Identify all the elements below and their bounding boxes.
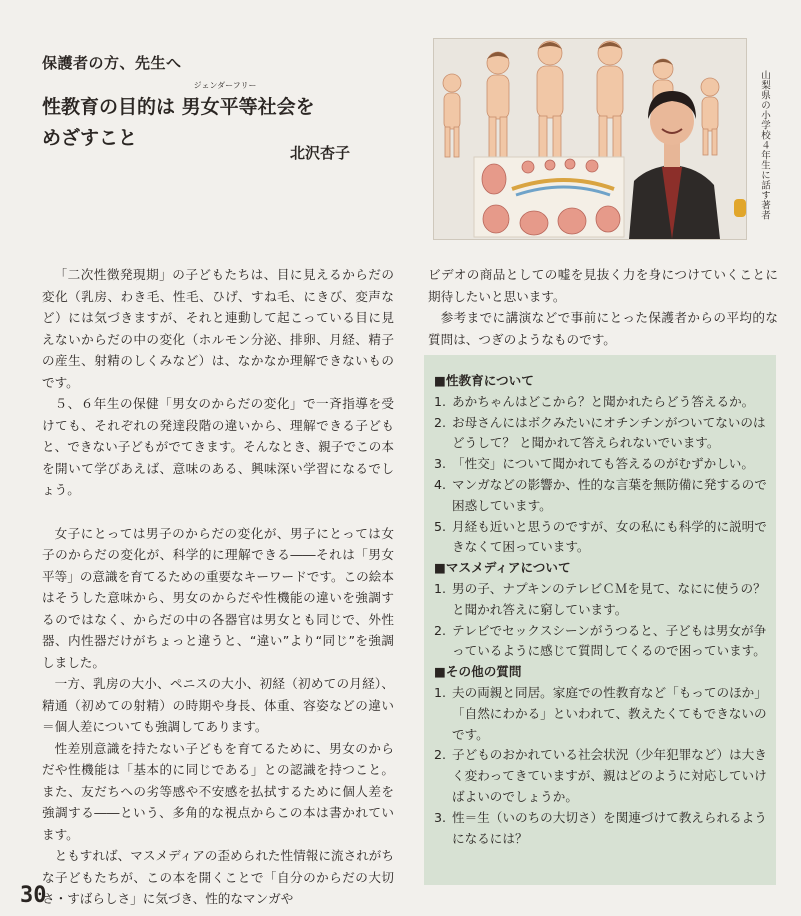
question-item bbox=[434, 475, 772, 517]
title-part-1: 性教育の目的は bbox=[42, 96, 176, 118]
page-number: 30 bbox=[20, 883, 47, 908]
question-section-heading: ■ その他の質問 bbox=[434, 662, 772, 683]
question-number: 2. bbox=[434, 414, 447, 430]
question-text: 月経も近いと思うのですが、女の私にも科学的に説明できなくて困っています。 bbox=[452, 518, 767, 555]
title-part-2-text: 男女平等社会を bbox=[181, 96, 315, 118]
question-item bbox=[434, 808, 772, 850]
question-text: 性＝生（いのちの大切さ）を関連づけて教えられるようになるには？ bbox=[452, 809, 767, 846]
question-text: マンガなどの影響か、性的な言葉を無防備に発するので困惑しています。 bbox=[452, 476, 767, 513]
article-title-line-1 bbox=[42, 81, 315, 119]
question-number: 1. bbox=[434, 684, 447, 700]
question-number: 1. bbox=[434, 580, 447, 596]
title-part-2 bbox=[181, 81, 315, 119]
paragraph: 性差別意識を持たない子どもを育てるために、男女のからだや性機能は「基本的に同じである」との認識を持つこと。また、友だちへの劣等感や不安感を払拭するために個人差を強調する――という、多角的な視点からこの本は書かれています。 bbox=[42, 740, 395, 842]
question-item bbox=[434, 517, 772, 559]
author-name: 北沢杏子 bbox=[290, 144, 351, 162]
question-item bbox=[434, 683, 772, 745]
question-text: 夫の両親と同居。家庭での性教育など「もってのほか」「自然にわかる」といわれて、教えたくてもできないのです。 bbox=[452, 684, 767, 742]
paragraph: 一方、乳房の大小、ペニスの大小、初経（初めての月経）、精通（初めての射精）の時期や身長、体重、容姿などの違い＝個人差についても強調してあります。 bbox=[42, 676, 394, 734]
paragraph: ともすれば、マスメディアの歪められた性情報に流されがちな子どもたちが、この本を開くことで「自分のからだの大切さ・すばらしさ」に気づき、性的なマンガや bbox=[42, 848, 394, 906]
question-text: あかちゃんはどこから？と聞かれたらどう答えるか。 bbox=[452, 393, 755, 409]
question-text: 男の子、ナプキンのテレビＣＭを見て、なにに使うの？ と聞かれ答えに窮しています。 bbox=[452, 580, 766, 617]
parent-questions-box bbox=[424, 355, 776, 885]
question-number: 2. bbox=[434, 747, 447, 763]
question-number: 3. bbox=[434, 456, 447, 472]
question-item bbox=[434, 745, 772, 807]
question-number: 2. bbox=[434, 622, 447, 638]
question-item bbox=[434, 621, 772, 663]
question-number: 3. bbox=[434, 809, 447, 825]
question-item bbox=[434, 392, 772, 413]
question-item bbox=[434, 454, 772, 475]
paragraph: 参考までに講演などで事前にとった保護者からの平均的な質問は、つぎのようなものです。 bbox=[428, 310, 778, 347]
title-ruby: ジェンダーフリー bbox=[193, 81, 257, 90]
question-number: 1. bbox=[434, 393, 447, 409]
question-item bbox=[434, 579, 772, 621]
article-title-line-2: めざすこと bbox=[42, 127, 138, 149]
question-number: 4. bbox=[434, 476, 447, 492]
photo-caption: 山梨県の小学校４年生に話す著者 bbox=[759, 70, 770, 220]
question-number: 5. bbox=[434, 518, 447, 534]
question-text: 「性交」について聞かれても答えるのがむずかしい。 bbox=[452, 456, 754, 472]
question-section-heading: ■ 性教育について bbox=[434, 371, 772, 392]
photo-illustration bbox=[434, 39, 746, 239]
question-section-heading: ■ マスメディアについて bbox=[434, 558, 772, 579]
question-text: テレビでセックスシーンがうつると、子どもは男女が争っているように感じて質問してくるので困っています。 bbox=[452, 622, 767, 659]
question-item bbox=[434, 413, 772, 455]
section-label: 保護者の方、先生へ bbox=[42, 54, 182, 72]
question-text: お母さんにはボクみたいにオチンチンがついてないのはどうして？ と聞かれて答えられないでいます。 bbox=[452, 414, 766, 451]
paragraph: ビデオの商品としての嘘を見抜く力を身につけていくことに期待したいと思います。 bbox=[428, 267, 778, 304]
question-text: 子どものおかれている社会状況（少年犯罪など）は大きく変わってきていますが、親はどのように対応していけばよいのでしょうか。 bbox=[452, 747, 767, 804]
paragraph: 女子にとっては男子のからだの変化が、男子にとっては女子のからだの変化が、科学的に理解できる――それは「男女平等」の意識を育てるための重要なキーワードです。この絵本はそうした意味から、男女のからだや性機能の違いを強調するのではなく、からだの中の各器官は男女とも同じで、外性器、内性器だけがちょっと違うと、“違い”より“同じ”を強調しました。 bbox=[42, 525, 394, 670]
paragraph: ５、６年生の保健「男女のからだの変化」で一斉指導を受けても、それぞれの発達段階の違いから、理解できる子どもと、できない子どもがでてきます。そんなとき、親子でこの本を開いて学びあえば、意味のある、興味深い学習になるでしょう。 bbox=[42, 396, 394, 497]
paragraph: 「二次性徴発現期」の子どもたちは、目に見えるからだの変化（乳房、わき毛、性毛、ひげ、すね毛、にきび、変声など）には気づきますが、それと連動して起こっている目に見えないからだの中の変化（ホルモン分泌、排卵、月経、精子の産生、射精のしくみなど）は、なかなか理解できないものです。 bbox=[42, 267, 394, 390]
right-column-text bbox=[428, 264, 778, 350]
left-column-text bbox=[42, 264, 394, 910]
author-lecture-photo bbox=[433, 38, 747, 240]
